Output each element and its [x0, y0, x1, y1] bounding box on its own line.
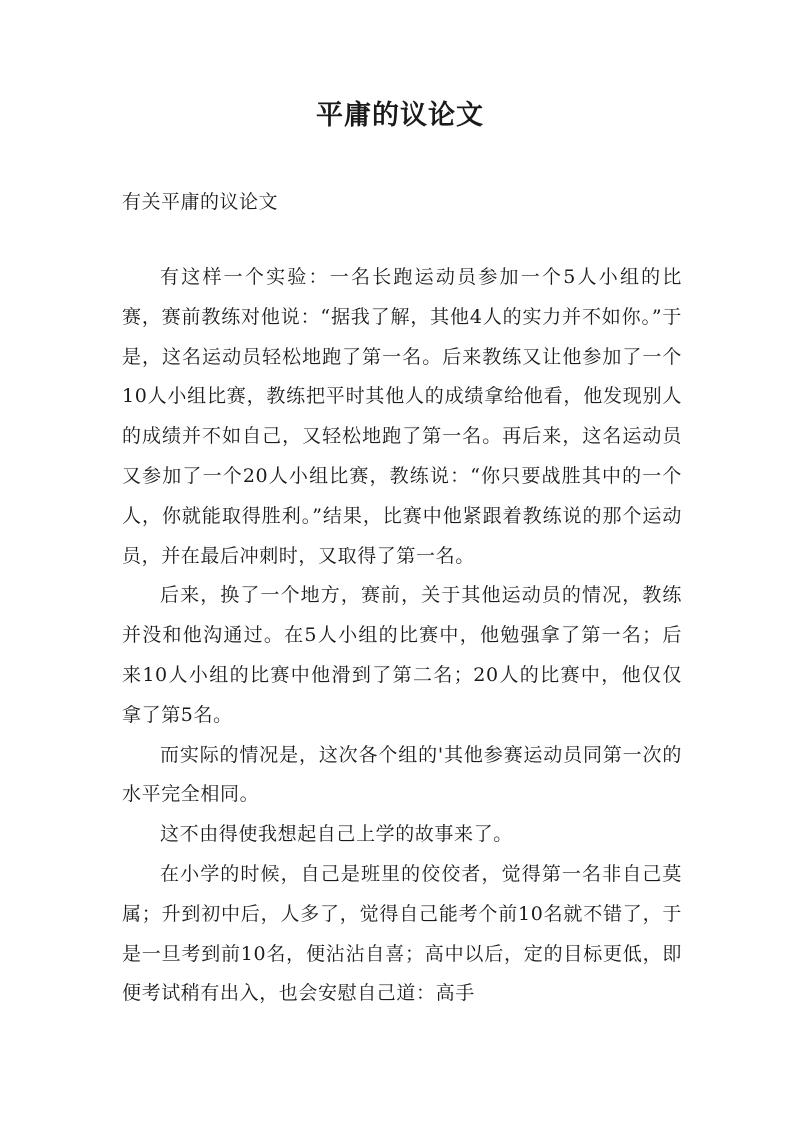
paragraph-2: 后来，换了一个地方，赛前，关于其他运动员的情况，教练并没和他沟通过。在5人小组的比赛中，他勉强拿了第一名；后来10人小组的比赛中他滑到了第二名；20人的比赛中，他仅仅拿了第5名。	[122, 584, 682, 726]
paragraph-1: 有这样一个实验：一名长跑运动员参加一个5人小组的比赛，赛前教练对他说：“据我了解，其他4人的实力并不如你。”于是，这名运动员轻松地跑了第一名。后来教练又让他参加了一个10人小组比赛，教练把平时其他人的成绩拿给他看，他发现别人的成绩并不如自己，又轻松地跑了第一名。再后来，这名运动员又参加了一个20人小组比赛，教练说：“你只要战胜其中的一个人，你就能取得胜利。”结果，比赛中他紧跟着教练说的那个运动员，并在最后冲刺时，又取得了第一名。	[122, 266, 682, 567]
paragraph-4: 这不由得使我想起自己上学的故事来了。	[160, 823, 513, 846]
document-body	[122, 258, 682, 1014]
document-subtitle: 有关平庸的议论文	[122, 191, 279, 213]
paragraph-5: 在小学的时候，自己是班里的佼佼者，觉得第一名非自己莫属；升到初中后，人多了，觉得自己能考个前10名就不错了，于是一旦考到前10名，便沾沾自喜；高中以后，定的目标更低，即便考试稍有出入，也会安慰自己道：高手	[122, 862, 682, 1005]
page-title: 平庸的议论文	[316, 100, 484, 131]
paragraph-3: 而实际的情况是，这次各个组的'其他参赛运动员同第一次的水平完全相同。	[122, 743, 682, 806]
